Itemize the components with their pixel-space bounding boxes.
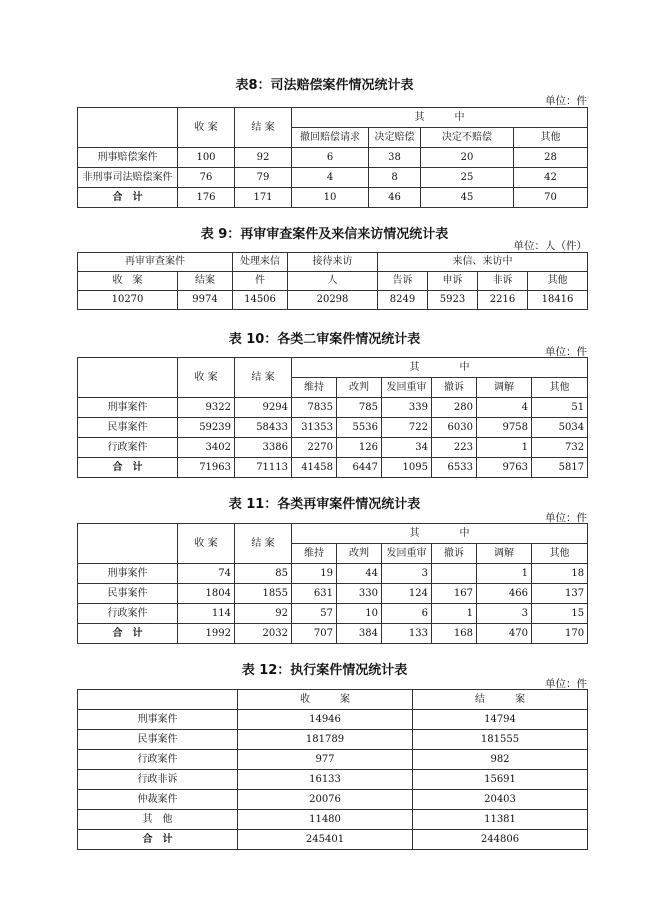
table10-cell: 9758 [477, 418, 532, 438]
table12-header-shou: 收 案 [238, 690, 413, 710]
table9-subheader: 告诉 [378, 272, 428, 291]
table10-cell: 126 [337, 438, 382, 458]
table9-subheader: 非诉 [478, 272, 528, 291]
table12-row-label: 其 他 [78, 810, 238, 830]
table9-cell: 8249 [378, 291, 428, 310]
table11-row-label: 刑事案件 [78, 564, 178, 584]
table8-cell: 28 [514, 148, 588, 168]
table10-row [78, 418, 588, 438]
table12-cell: 244806 [413, 830, 588, 850]
table10-cell: 59239 [178, 418, 235, 438]
table10-cell: 6533 [432, 458, 477, 478]
table10-cell: 722 [382, 418, 432, 438]
table11-header-qizhong: 其 中 [292, 524, 588, 544]
table11-cell: 168 [432, 624, 477, 644]
table11-cell [432, 564, 477, 584]
table11-cell: 124 [382, 584, 432, 604]
table10-cell: 51 [532, 398, 588, 418]
table11-row [78, 604, 588, 624]
table11-row-label: 民事案件 [78, 584, 178, 604]
table10-cell: 71113 [235, 458, 292, 478]
table10-row-label: 民事案件 [78, 418, 178, 438]
table8-cell: 20 [421, 148, 514, 168]
table10-cell: 9763 [477, 458, 532, 478]
table12-row-label: 行政案件 [78, 750, 238, 770]
table9-unit: 单位：人（件） [513, 240, 587, 252]
table11-cell: 1804 [178, 584, 235, 604]
table10-cell: 9322 [178, 398, 235, 418]
table10-cell: 5536 [337, 418, 382, 438]
table10-cell: 5034 [532, 418, 588, 438]
table11-cell: 1992 [178, 624, 235, 644]
table12-cell: 16133 [238, 770, 413, 790]
table12-row-label: 民事案件 [78, 730, 238, 750]
table11-cell: 10 [337, 604, 382, 624]
table11-cell: 74 [178, 564, 235, 584]
table9-subheader: 申诉 [428, 272, 478, 291]
table10-cell: 9294 [235, 398, 292, 418]
table10-cell: 34 [382, 438, 432, 458]
table9-cell: 5923 [428, 291, 478, 310]
table12-cell: 20076 [238, 790, 413, 810]
table12-row [78, 770, 588, 790]
table10-cell: 339 [382, 398, 432, 418]
table8-cell: 171 [235, 188, 292, 208]
table11-cell: 3 [477, 604, 532, 624]
table10-cell: 7835 [292, 398, 337, 418]
table11-cell: 384 [337, 624, 382, 644]
table8-cell: 10 [292, 188, 369, 208]
table11-cell: 470 [477, 624, 532, 644]
table11 [77, 523, 588, 644]
table11-header-jie: 结 案 [235, 524, 292, 564]
table10-cell: 1095 [382, 458, 432, 478]
table10-cell: 2270 [292, 438, 337, 458]
table10-subheader: 调解 [477, 378, 532, 398]
table11-subheader: 其他 [532, 544, 588, 564]
table11-cell: 170 [532, 624, 588, 644]
table11-cell: 2032 [235, 624, 292, 644]
table8-subheader: 其他 [514, 128, 588, 148]
table11-subheader: 维持 [292, 544, 337, 564]
table9-subheader: 人 [288, 272, 378, 291]
table11-cell: 133 [382, 624, 432, 644]
table9-header: 再审审查案件 [78, 253, 233, 272]
table11-cell: 707 [292, 624, 337, 644]
table8-cell: 45 [421, 188, 514, 208]
table11-subheader: 改判 [337, 544, 382, 564]
table11-subheader: 发回重审 [382, 544, 432, 564]
table10-row-label: 合 计 [78, 458, 178, 478]
table12-cell: 977 [238, 750, 413, 770]
table12-row-label: 刑事案件 [78, 710, 238, 730]
table10-subheader: 其他 [532, 378, 588, 398]
table9-header: 来信、来访中 [378, 253, 588, 272]
table8-cell: 100 [178, 148, 235, 168]
table8-row-label: 刑事赔偿案件 [78, 148, 178, 168]
table9-subheader: 其他 [528, 272, 588, 291]
table8-cell: 70 [514, 188, 588, 208]
table9 [77, 252, 588, 310]
table10-cell: 3386 [235, 438, 292, 458]
table9-cell: 2216 [478, 291, 528, 310]
table10-cell: 1 [477, 438, 532, 458]
table12-unit: 单位：件 [545, 678, 587, 690]
table10-cell: 6030 [432, 418, 477, 438]
table11-row-label: 行政案件 [78, 604, 178, 624]
table11-cell: 1 [432, 604, 477, 624]
table11-unit: 单位：件 [545, 512, 587, 524]
table8-header-qizhong: 其 中 [292, 108, 588, 128]
table11-cell: 3 [382, 564, 432, 584]
table12-cell: 14794 [413, 710, 588, 730]
table11-corner [78, 524, 178, 564]
table12-title: 表 12：执行案件情况统计表 [241, 663, 408, 678]
table9-subheader: 件 [233, 272, 288, 291]
table8 [77, 107, 588, 208]
table10-cell: 58433 [235, 418, 292, 438]
table12-cell: 181789 [238, 730, 413, 750]
table11-subheader: 撤诉 [432, 544, 477, 564]
table10-cell: 6447 [337, 458, 382, 478]
table10-subheader: 撤诉 [432, 378, 477, 398]
table8-cell: 8 [369, 168, 421, 188]
table11-cell: 167 [432, 584, 477, 604]
table12-row-label: 合 计 [78, 830, 238, 850]
table10-cell: 3402 [178, 438, 235, 458]
table10-cell: 41458 [292, 458, 337, 478]
table11-title: 表 11：各类再审案件情况统计表 [228, 497, 421, 512]
table12-header-jie: 结 案 [413, 690, 588, 710]
table10-unit: 单位：件 [545, 346, 587, 358]
table11-row [78, 584, 588, 604]
table9-cell: 14506 [233, 291, 288, 310]
table11-cell: 92 [235, 604, 292, 624]
table12-row [78, 730, 588, 750]
table10-cell: 732 [532, 438, 588, 458]
table10-subheader: 发回重审 [382, 378, 432, 398]
table8-cell: 6 [292, 148, 369, 168]
table10-cell: 5817 [532, 458, 588, 478]
table10-cell: 31353 [292, 418, 337, 438]
table10-header-jie: 结 案 [235, 358, 292, 398]
table8-cell: 92 [235, 148, 292, 168]
table10-row [78, 398, 588, 418]
table10-cell: 785 [337, 398, 382, 418]
table11-cell: 114 [178, 604, 235, 624]
table12-row [78, 710, 588, 730]
table12-row [78, 810, 588, 830]
table12-cell: 181555 [413, 730, 588, 750]
table9-cell: 18416 [528, 291, 588, 310]
table11-cell: 137 [532, 584, 588, 604]
table12-row [78, 830, 588, 850]
table12-corner [78, 690, 238, 710]
table8-cell: 42 [514, 168, 588, 188]
table11-row-label: 合 计 [78, 624, 178, 644]
table8-row-label: 非刑事司法赔偿案件 [78, 168, 178, 188]
table8-cell: 176 [178, 188, 235, 208]
table8-cell: 76 [178, 168, 235, 188]
table12-row [78, 790, 588, 810]
table10-row-label: 刑事案件 [78, 398, 178, 418]
table10-row [78, 438, 588, 458]
table12-cell: 11480 [238, 810, 413, 830]
table11-cell: 6 [382, 604, 432, 624]
table10-cell: 223 [432, 438, 477, 458]
table11-row [78, 624, 588, 644]
table9-subheader: 结案 [178, 272, 233, 291]
table10-subheader: 维持 [292, 378, 337, 398]
table8-row [78, 188, 588, 208]
table11-cell: 19 [292, 564, 337, 584]
table11-cell: 330 [337, 584, 382, 604]
table8-cell: 46 [369, 188, 421, 208]
table11-subheader: 调解 [477, 544, 532, 564]
table10-corner [78, 358, 178, 398]
table8-row-label: 合 计 [78, 188, 178, 208]
table12-cell: 20403 [413, 790, 588, 810]
table12-row [78, 750, 588, 770]
table12-cell: 15691 [413, 770, 588, 790]
table10-cell: 4 [477, 398, 532, 418]
table8-subheader: 撤回赔偿请求 [292, 128, 369, 148]
table11-cell: 466 [477, 584, 532, 604]
table10 [77, 357, 588, 478]
table11-row [78, 564, 588, 584]
table9-subheader: 收 案 [78, 272, 178, 291]
table9-title: 表 9：再审审查案件及来信来访情况统计表 [200, 227, 449, 242]
table8-subheader: 决定不赔偿 [421, 128, 514, 148]
table10-row [78, 458, 588, 478]
table11-cell: 85 [235, 564, 292, 584]
table12-cell: 14946 [238, 710, 413, 730]
table10-header-qizhong: 其 中 [292, 358, 588, 378]
table10-header-shou: 收 案 [178, 358, 235, 398]
table10-subheader: 改判 [337, 378, 382, 398]
table8-corner [78, 108, 178, 148]
table12-row-label: 行政非诉 [78, 770, 238, 790]
table8-row [78, 168, 588, 188]
table8-header-shou: 收 案 [178, 108, 235, 148]
table8-header-jie: 结 案 [235, 108, 292, 148]
table11-cell: 15 [532, 604, 588, 624]
table12-cell: 982 [413, 750, 588, 770]
table9-cell: 9974 [178, 291, 233, 310]
table11-cell: 44 [337, 564, 382, 584]
table9-header: 接待来访 [288, 253, 378, 272]
table12 [77, 689, 588, 850]
table9-header: 处理来信 [233, 253, 288, 272]
table8-cell: 38 [369, 148, 421, 168]
table8-cell: 4 [292, 168, 369, 188]
table10-title: 表 10：各类二审案件情况统计表 [228, 332, 421, 347]
table11-cell: 1 [477, 564, 532, 584]
table12-cell: 245401 [238, 830, 413, 850]
table8-subheader: 决定赔偿 [369, 128, 421, 148]
table11-cell: 57 [292, 604, 337, 624]
table8-cell: 25 [421, 168, 514, 188]
table12-cell: 11381 [413, 810, 588, 830]
table9-cell: 20298 [288, 291, 378, 310]
table11-cell: 18 [532, 564, 588, 584]
table8-unit: 单位：件 [545, 95, 587, 107]
table8-row [78, 148, 588, 168]
table10-row-label: 行政案件 [78, 438, 178, 458]
table8-title: 表8：司法赔偿案件情况统计表 [235, 78, 414, 93]
table10-cell: 280 [432, 398, 477, 418]
table11-cell: 631 [292, 584, 337, 604]
table10-cell: 71963 [178, 458, 235, 478]
table12-row-label: 仲裁案件 [78, 790, 238, 810]
table11-cell: 1855 [235, 584, 292, 604]
table11-header-shou: 收 案 [178, 524, 235, 564]
table9-cell: 10270 [78, 291, 178, 310]
table8-cell: 79 [235, 168, 292, 188]
